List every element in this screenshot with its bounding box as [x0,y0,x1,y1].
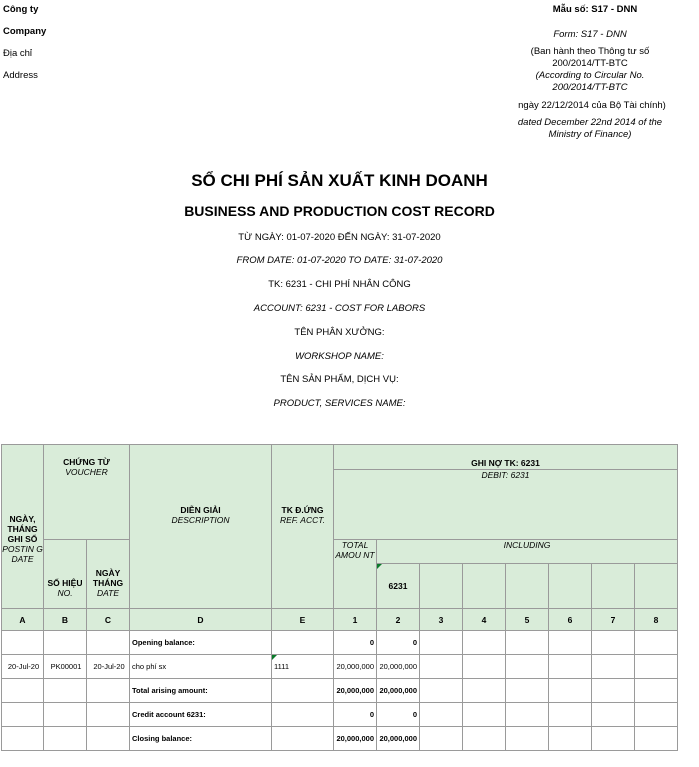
empty-cell [549,679,592,703]
workshop-en: WORKSHOP NAME: [295,351,384,362]
posting-date-cell [2,703,44,727]
empty-cell [420,703,463,727]
ref-account-cell [272,631,334,655]
column-code: 7 [592,609,635,631]
cost-ledger-table [1,444,678,751]
column-code: B [44,609,87,631]
table-row [2,631,678,655]
table-row [2,727,678,751]
empty-cell [549,727,592,751]
table-row [2,655,678,679]
empty-cell [635,679,678,703]
sub-6231-cell: 0 [377,703,420,727]
issued-date-vn: ngày 22/12/2014 của Bộ Tài chính) [518,100,666,111]
voucher-no-cell [44,679,87,703]
voucher-date-cell [87,679,130,703]
header-sub-empty [463,564,506,609]
empty-cell [463,703,506,727]
voucher-no-cell [44,631,87,655]
empty-cell [463,631,506,655]
ref-account-cell: 1111 [272,655,334,679]
period-vn: TỪ NGÀY: 01-07-2020 ĐẾN NGÀY: 31-07-2020 [238,232,441,243]
account-en: ACCOUNT: 6231 - COST FOR LABORS [253,303,426,314]
voucher-date-cell: 20-Jul-20 [87,655,130,679]
voucher-date-cell [87,727,130,751]
address-label-vn: Địa chỉ [3,48,33,59]
empty-cell [420,727,463,751]
posting-date-cell [2,727,44,751]
empty-cell [592,655,635,679]
column-code: E [272,609,334,631]
posting-date-cell [2,679,44,703]
empty-cell [549,631,592,655]
empty-cell [506,655,549,679]
column-code: 3 [420,609,463,631]
empty-cell [635,631,678,655]
posting-date-cell: 20-Jul-20 [2,655,44,679]
column-code: A [2,609,44,631]
column-code: 1 [334,609,377,631]
header-debit-vn: GHI NỢ TK: 6231 [334,445,678,470]
header-debit-en: DEBIT: 6231 [334,470,678,540]
issued-vn-2: 200/2014/TT-BTC [552,58,628,69]
empty-cell [592,703,635,727]
header-total-amount: TOTAL AMOU NT [334,540,377,609]
sub-6231-cell: 20,000,000 [377,679,420,703]
header-ref-account: TK Đ.ỨNG REF. ACCT. [272,445,334,609]
title-vn: SỔ CHI PHÍ SẢN XUẤT KINH DOANH [191,171,488,190]
empty-cell [506,679,549,703]
header-sub-6231: 6231 [377,564,420,609]
sub-6231-cell: 20,000,000 [377,655,420,679]
ref-account-cell [272,727,334,751]
company-label-vn: Công ty [3,4,39,15]
voucher-no-cell [44,727,87,751]
issued-date-en-2: Ministry of Finance) [548,129,632,140]
description-cell: cho phí sx [130,655,272,679]
empty-cell [635,655,678,679]
empty-cell [506,631,549,655]
column-code: 8 [635,609,678,631]
voucher-date-cell [87,631,130,655]
header-voucher-date: NGÀY THÁNG DATE [87,540,130,609]
header-including: INCLUDING [377,540,678,564]
total-amount-cell: 0 [334,631,377,655]
empty-cell [463,655,506,679]
voucher-no-cell [44,703,87,727]
posting-date-cell [2,631,44,655]
column-code: D [130,609,272,631]
empty-cell [635,703,678,727]
form-number-en: Form: S17 - DNN [553,29,627,40]
column-code: 4 [463,609,506,631]
column-code: C [87,609,130,631]
header-sub-empty [420,564,463,609]
ref-account-cell [272,679,334,703]
description-cell: Closing balance: [130,727,272,751]
title-en: BUSINESS AND PRODUCTION COST RECORD [184,203,495,219]
workshop-vn: TÊN PHÂN XƯỞNG: [294,327,385,338]
ref-account-cell [272,703,334,727]
header-voucher: CHỨNG TỪ VOUCHER [44,445,130,540]
empty-cell [420,655,463,679]
empty-cell [420,631,463,655]
issued-date-en-1: dated December 22nd 2014 of the [517,117,663,128]
description-cell: Total arising amount: [130,679,272,703]
issued-vn-1: (Ban hành theo Thông tư số [530,46,650,57]
sub-6231-cell: 20,000,000 [377,727,420,751]
empty-cell [635,727,678,751]
empty-cell [549,703,592,727]
header-posting-date: NGÀY, THÁNG GHI SỔ POSTIN G DATE [2,445,44,609]
total-amount-cell: 20,000,000 [334,679,377,703]
sub-6231-cell: 0 [377,631,420,655]
empty-cell [506,703,549,727]
column-code: 2 [377,609,420,631]
header-sub-empty [592,564,635,609]
total-amount-cell: 0 [334,703,377,727]
address-label-en: Address [3,70,38,81]
column-code: 6 [549,609,592,631]
product-en: PRODUCT, SERVICES NAME: [273,398,406,409]
product-vn: TÊN SẢN PHẨM, DỊCH VỤ: [280,374,399,385]
header-sub-empty [549,564,592,609]
empty-cell [592,679,635,703]
issued-en-2: 200/2014/TT-BTC [552,82,628,93]
empty-cell [549,655,592,679]
table-row [2,703,678,727]
empty-cell [506,727,549,751]
header-description: DIỄN GIẢI DESCRIPTION [130,445,272,609]
empty-cell [420,679,463,703]
header-sub-empty [635,564,678,609]
column-code: 5 [506,609,549,631]
company-info [3,4,46,82]
header-sub-empty [506,564,549,609]
description-cell: Credit account 6231: [130,703,272,727]
empty-cell [463,679,506,703]
account-vn: TK: 6231 - CHI PHÍ NHÂN CÔNG [268,279,411,290]
voucher-date-cell [87,703,130,727]
empty-cell [463,727,506,751]
period-en: FROM DATE: 01-07-2020 TO DATE: 31-07-2020 [236,255,443,266]
header-voucher-no: SỐ HIỆU NO. [44,540,87,609]
total-amount-cell: 20,000,000 [334,655,377,679]
empty-cell [592,727,635,751]
form-number-vn: Mẫu số: S17 - DNN [552,4,638,15]
column-code-row [2,609,678,631]
issued-en-1: (According to Circular No. [535,70,645,81]
empty-cell [592,631,635,655]
description-cell: Opening balance: [130,631,272,655]
total-amount-cell: 20,000,000 [334,727,377,751]
voucher-no-cell: PK00001 [44,655,87,679]
company-label-en: Company [3,26,47,37]
table-row [2,679,678,703]
